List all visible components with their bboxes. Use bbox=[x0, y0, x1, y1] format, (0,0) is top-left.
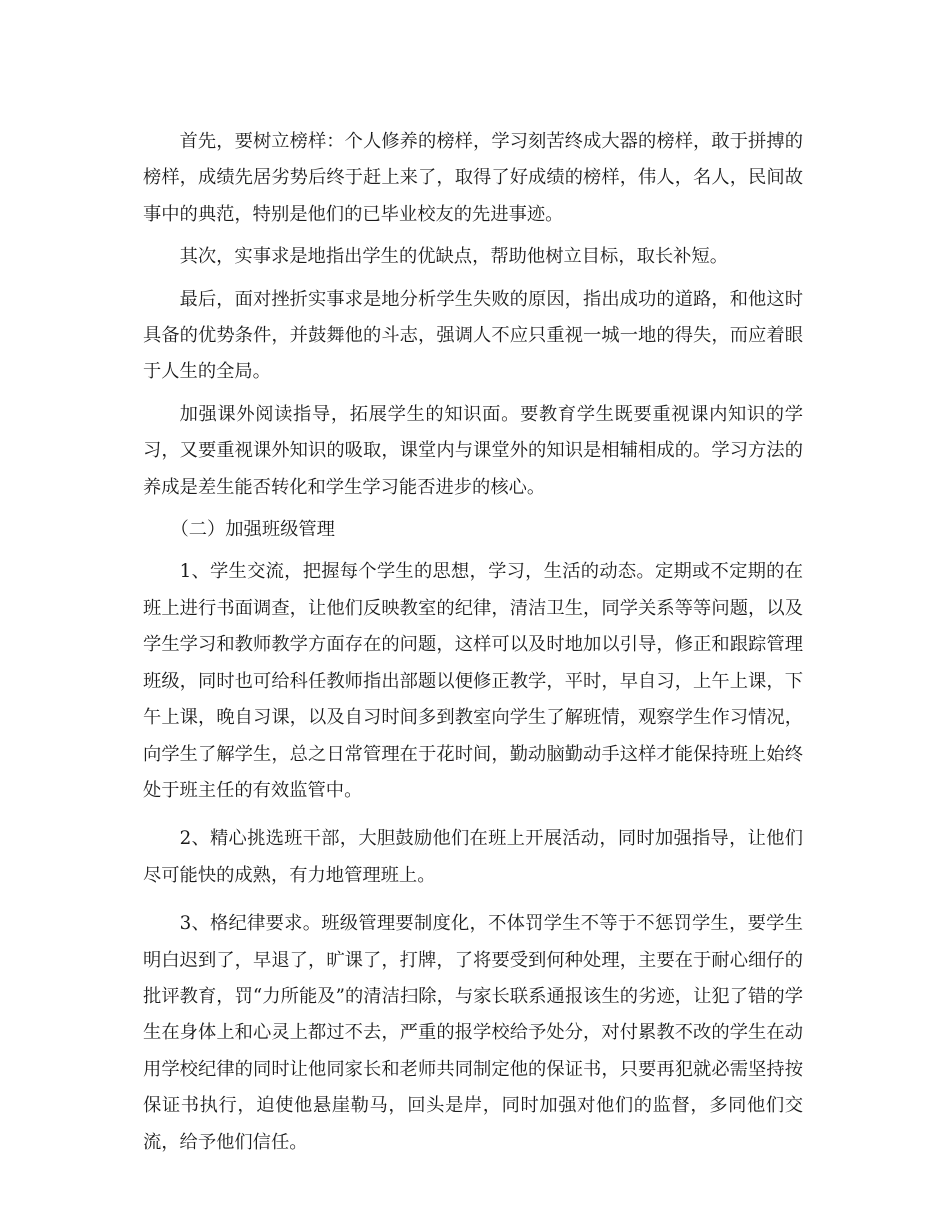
paragraph-reading-guidance: 加强课外阅读指导，拓展学生的知识面。要教育学生既要重视课内知识的学习，又要重视课外知识的吸取，课堂内与课堂外的知识是相辅相成的。学习方法的养成是差生能否转化和学生学习能否进步的核心。 bbox=[143, 403, 803, 498]
section-heading: （二）加强班级管理 bbox=[170, 519, 335, 541]
paragraph-strengths: 其次，实事求是地指出学生的优缺点，帮助他树立目标，取长补短。 bbox=[179, 246, 729, 268]
paragraph-role-models: 首先，要树立榜样：个人修养的榜样，学习刻苦终成大器的榜样，敢于拼搏的榜样，成绩先居劣势后终于赶上来了，取得了好成绩的榜样，伟人，名人，民间故事中的典范，特别是他们的已毕业校友的先进事迹。 bbox=[143, 131, 803, 225]
list-item-communication: 1、学生交流，把握每个学生的思想，学习，生活的动态。定期或不定期的在班上进行书面调查，让他们反映教室的纪律，清洁卫生，同学关系等等问题，以及学生学习和教师教学方面存在的问题，这样可以及时地加以引导，修正和跟踪管理班级，同时也可给科任教师指出部题以便修正教学，平时，早自习，上午上课，下午上课，晚自习课，以及自习时间多到教室向学生了解班情，观察学生作习情况，向学生了解学生，总之日常管理在于花时间，勤动脑勤动手这样才能保持班上始终处于班主任的有效监管中。 bbox=[143, 561, 803, 801]
list-item-class-cadres: 2、精心挑选班干部，大胆鼓励他们在班上开展活动，同时加强指导，让他们尽可能快的成熟，有力地管理班上。 bbox=[143, 828, 803, 886]
paragraph-setbacks: 最后，面对挫折实事求是地分析学生失败的原因，指出成功的道路，和他这时具备的优势条件，并鼓舞他的斗志，强调人不应只重视一城一地的得失，而应着眼于人生的全局。 bbox=[143, 288, 803, 383]
list-item-discipline: 3、格纪律要求。班级管理要制度化，不体罚学生不等于不惩罚学生，要学生明白迟到了，早退了，旷课了，打牌，了将要受到何种处理，主要在于耐心细仔的批评教育，罚“力所能及”的清洁扫除，与家长联系通报该生的劣迹，让犯了错的学生在身体上和心灵上都过不去，严重的报学校给予处分，对付累教不改的学生在动用学校纪律的同时让他同家长和老师共同制定他的保证书，只要再犯就必需坚持按保证书执行，迫使他悬崖勒马，回头是岸，同时加强对他们的监督，多同他们交流，给予他们信任。 bbox=[143, 913, 803, 1153]
document-body bbox=[143, 124, 803, 1161]
